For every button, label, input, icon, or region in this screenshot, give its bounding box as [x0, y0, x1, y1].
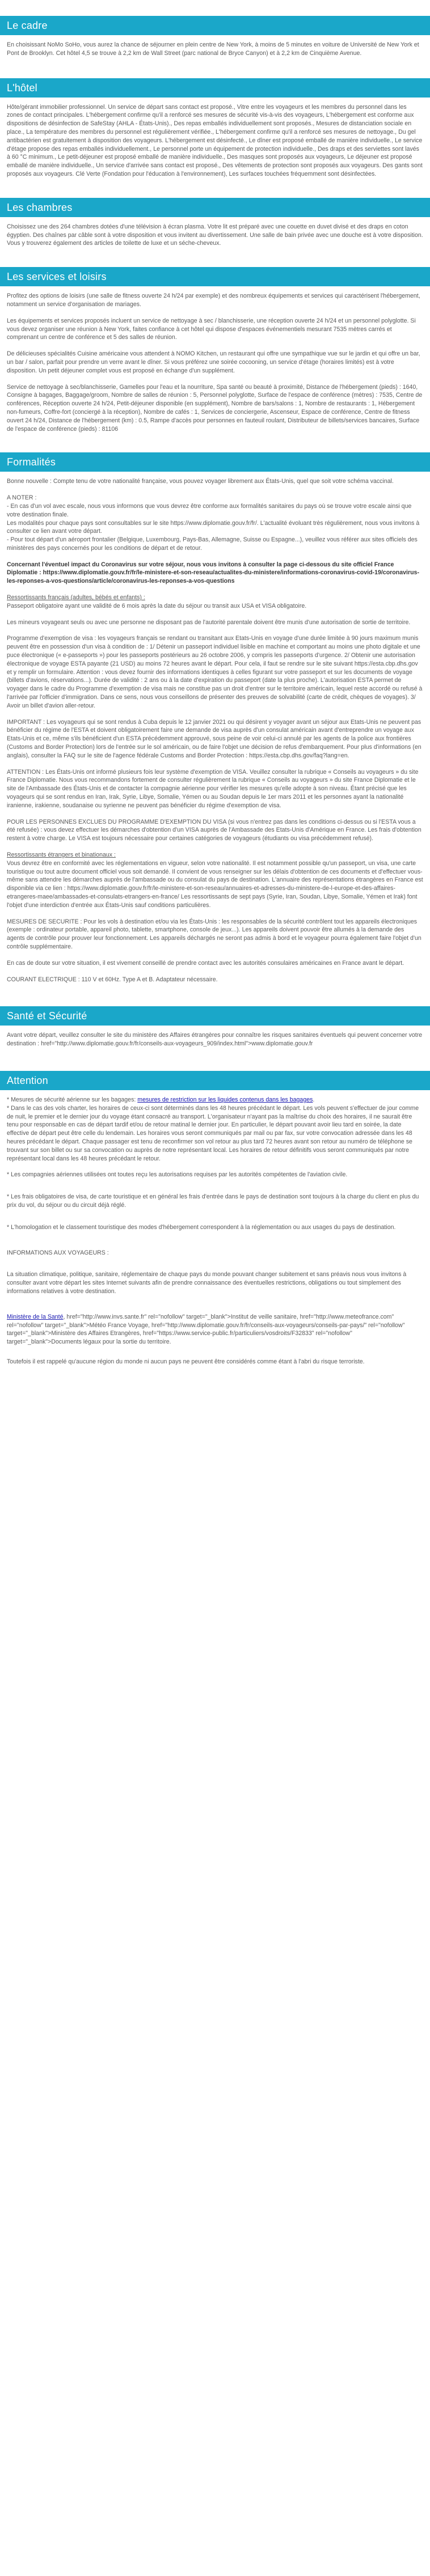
services-text-2: Les équipements et services proposés incluent un service de nettoyage à sec / blanchisserie, une réception ouverte 24 h/24 et un personnel polyglotte. Si vous devez organiser une réunion à New York, faites confiance à cet hôtel qui dispose d'espaces événementiels mesurant 7535 mètres carrés et comprenant un centre de conférence et 5 des salles de réunion. — [7, 317, 416, 341]
section-attention — [0, 1090, 430, 1366]
section-chambres — [0, 217, 430, 248]
important-text: IMPORTANT : Les voyageurs qui se sont rendus à Cuba depuis le 12 janvier 2021 ou qui désirent y voyager avant un séjour aux Etats-Unis ne peuvent pas bénéficier du régime de l'ESTA et doivent obligatoirement faire une demande de visa auprès d'un consulat américain avant d'entreprendre un voyage aux Etats-Unis et ce, même s'ils bénéficient d'un ESTA précédemment approuvé, sous peine de voir celui-ci annulé par les agents de la police aux frontières (Customs and Border Protection) lors de l'entrée sur le sol américain, ou de faire l'objet une décision de refus d'embarquement. Pour plus d'informations (en anglais), consulter la FAQ sur le site de l'agence fédérale Customs and Border Protection : https://esta.cbp.dhs.gov/faq?lang=en. — [7, 718, 421, 759]
french-nationals-title: Ressortissants français (adultes, bébés et enfants) : — [7, 594, 145, 601]
cadre-text: En choisissant NoMo SoHo, vous aurez la chance de séjourner en plein centre de New York, à moins de 5 minutes en voiture de Université de New York et Pont de Brooklyn. Cet hôtel 4,5 se trouve à 2,2 km de Wall Street (parc national de Bryce Canyon) et à 2,2 km de Cinquième Avenue. — [7, 41, 419, 57]
french-nationals — [7, 594, 423, 611]
attention-item-5: * L'homologation et le classement touristique des modes d'hébergement correspondent à la réglementation ou aux usages du pays de destination. — [7, 1223, 396, 1231]
minors-text: Les mineurs voyageant seuls ou avec une personne ne disposant pas de l'autorité parentale doivent être munis d'une autorisation de sortie de territoire. — [7, 618, 411, 626]
ministry-health-link[interactable]: Ministère de la Santé — [7, 1313, 64, 1320]
attention-item-1 — [7, 1096, 423, 1104]
section-sante — [0, 1026, 430, 1048]
note-3: - Pour tout départ d'un aéroport frontalier (Belgique, Luxembourg, Pays-Bas, Allemagne, Suisse ou Espagne...), veuillez vous référer aux sites officiels des ministères des pays concernés pour les conditions de départ et de retour. — [7, 536, 418, 552]
attention-item-3: * Les compagnies aériennes utilisées ont toutes reçu les autorisations requises par les autorités compétentes de l'aviation civile. — [7, 1171, 348, 1179]
section-formalites — [0, 472, 430, 984]
section-services — [0, 286, 430, 433]
liquids-restriction-link[interactable]: mesures de restriction sur les liquides contenus dans les bagages — [137, 1096, 313, 1103]
section-cadre — [0, 35, 430, 58]
services-text-1: Profitez des options de loisirs (une salle de fitness ouverte 24 h/24 par exemple) et des nombreux équipements et services qui caractérisent l'hébergement, notamment un service d'organisation de mariages. — [7, 293, 420, 308]
services-text-3: De délicieuses spécialités Cuisine américaine vous attendent à NOMO Kitchen, un restaurant qui offre une sympathique vue sur le jardin et qui offre un bar, un bar / salon, parfait pour prendre un verre avant le dîner. Si vous préférez une soirée cocooning, un service d'étage (horaires limités) est à votre disposition. Un petit déjeuner complet vous est proposé en échange d'un supplément. — [7, 350, 420, 374]
section-title-services: Les services et loisirs — [0, 267, 430, 286]
doubt-text: En cas de doute sur votre situation, il est vivement conseillé de prendre contact avec les autorités consulaires américaines en France avant le départ. — [7, 959, 404, 967]
foreign-nationals — [7, 851, 423, 910]
note-2: Les modalités pour chaque pays sont consultables sur le site https://www.diplomatie.gouv.fr/fr/. L'actualité évoluant très régulièrement, nous vous invitons à consulter ce lien avant votre départ. — [7, 519, 420, 535]
attention-item-2: * Dans le cas des vols charter, les horaires de ceux-ci sont déterminés dans les 48 heures précédant le départ. Les vols peuvent s'effectuer de jour comme de nuit, le premier et le dernier jour du voyage étant consacré au transport. L'organisateur n'ayant pas la maîtrise du choix des horaires, il ne saurait être tenu pour responsable en cas de départ tardif et/ou de retour matinal le dernier jour. En particulier, le départ pouvant avoir lieu tard en soirée, la date effective de départ peut être celle du lendemain. Les horaires vous seront communiqués par mail ou par fax, sur votre convocation adressée dans les 48 heures précédant le départ. Chaque passager est tenu de reconfirmer son vol retour au plus tard 72 heures avant son retour au numéro de téléphone se trouvant sur son billet ou sur sa convocation ou auprès de notre représentant local. Les horaires de retour définitifs vous seront communiqués par notre représentant local dans les 48 heures précédant le retour. — [7, 1104, 419, 1162]
foreign-nationals-body: Vous devrez être en conformité avec les réglementations en vigueur, selon votre nationalité. Il est notamment possible qu'un passeport, un visa, une carte touristique ou tout autre document officiel vous soit demandé. Il convient de vous renseigner sur les délais d'obtention de ces documents et d'effectuer vous-même sans attendre les démarches auprès de l'ambassade ou du consulat du pays de destination. L'annuaire des représentations étrangères en France est disponible via ce lien : https://www.diplomatie.gouv.fr/fr/le-ministere-et-son-reseau/annuaires-et-adresses-du-ministere-de-l-europe-et-des-affaires-etrangeres-maee/ambassades-et-consulats-etrangers-en-france/ Les ressortissants de sept pays (Syrie, Iran, Soudan, Libye, Somalie, Yémen et Irak) font l'objet d'une interdiction d'entrée aux États-Unis sauf conditions particulières. — [7, 859, 423, 909]
formalites-intro: Bonne nouvelle : Compte tenu de votre nationalité française, vous pouvez voyager librement aux États-Unis, quel que soit votre schéma vaccinal. — [7, 478, 394, 485]
foreign-nationals-title: Ressortissants étrangers et binationaux : — [7, 851, 116, 858]
useful-links-rest: , href="http://www.invs.sante.fr" rel="nofollow" target="_blank">Institut de veille sanitaire, href="http://www.meteofrance.com" rel="nofollow" target="_blank">Météo France Voyage, href="http://www.diplomatie.gouv.fr/fr/conseils-aux-voyageurs/conseils-par-pays/" rel="nofollow" target="_blank">Ministère des Affaires Etrangères, href="https://www.service-public.fr/particuliers/vosdroits/F32833" rel="nofollow" target="_blank">Documents légaux pour la sortie du territoire. — [7, 1313, 405, 1346]
useful-links — [7, 1313, 423, 1346]
note-1: - En cas d'un vol avec escale, nous vous informons que vous devrez être conforme aux formalités sanitaires du pays où se trouve votre escale ainsi que votre destination finale. — [7, 502, 412, 518]
travellers-info-title: INFORMATIONS AUX VOYAGEURS : — [7, 1249, 109, 1256]
section-title-hotel: L'hôtel — [0, 78, 430, 98]
sante-text: Avant votre départ, veuillez consulter le site du ministère des Affaires étrangères pour connaître les risques sanitaires éventuels qui peuvent concerner votre destination : href="http://www.diplomatie.gouv.fr/fr/conseils-aux-voyageurs_909/index.html">www.diplomatie.gouv.fr — [7, 1032, 423, 1048]
covid-notice: Concernant l'éventuel impact du Coronavirus sur votre séjour, nous vous invitons à consulter la page ci-dessous du site officiel France Diplomatie : https://www.diplomatie.gouv.fr/fr/le-ministere-et-son-reseau/actualites-du-ministere/informations-coronavirus-covid-19/coronavirus-les-reponses-a-vos-questions/article/coronavirus-les-reponses-a-vos-questions — [7, 561, 419, 585]
attention-text: ATTENTION : Les États-Unis ont informé plusieurs fois leur système d'exemption de VISA. Veuillez consulter la rubrique « Conseils au voyageurs » du site France Diplomatie. Nous vous recommandons fortement de consulter régulièrement la rubrique « Conseils au voyageurs » du site France Diplomatie et le site de l'Ambassade des États-Unis et de contacter la compagnie aérienne pour vérifier les mesures qu'elle adopte à son niveau. Étant précisé que les voyageurs qui se sont rendus en Iran, Irak, Syrie, Libye, Somalie, Yémen ou au Soudan depuis le 1er mars 2011 et les personnes ayant la nationalité iranienne, irakienne, soudanaise ou syrienne ne peuvent pas bénéficier du régime d'exemption de visa. — [7, 768, 419, 809]
services-text-4: Service de nettoyage à sec/blanchisserie, Gamelles pour l'eau et la nourriture, Spa santé ou beauté à proximité, Distance de l'hébergement (pieds) : 1640, Consigne à bagages, Baggage/groom, Nombre de salles de réunion : 5, Personnel polyglotte, Surface de l'espace de conférence (mètres) : 7535, Centre de conférences, Réception ouverte 24 h/24, Petit-déjeuner disponible (en supplément), Nombre de bars/salons : 1, Nombre de restaurants : 1, Hébergement non-fumeurs, Coffre-fort (conciergé à la réception), Nombre de cafés : 1, Services de conciergerie, Ascenseur, Espace de conférence, Centre de fitness ouvert 24 h/24, Distance de l'hébergement (km) : 0.5, Rampe d'accès pour personnes en fauteuil roulant, Distributeur de billets/services bancaires, Surface de l'espace de conférence (pieds) : 81106 — [7, 383, 423, 433]
attention-item-4: * Les frais obligatoires de visa, de carte touristique et en général les frais d'entrée dans le pays de destination sont toujours à la charge du client en plus du prix du vol, du séjour ou du circuit déjà réglé. — [7, 1193, 419, 1209]
section-title-attention: Attention — [0, 1071, 430, 1090]
esta-text: Programme d'exemption de visa : les voyageurs français se rendant ou transitant aux Etats-Unis en voyage d'une durée limitée à 90 jours maximum munis peuvent être en possession d'un visa à condition de : 1/ Détenir un passeport individuel lisible en machine et comportant au moins une photo digitale et une puce électronique (« e-passeports ») pour les passeports postérieurs au 26 octobre 2006, y compris les passeports d'urgence. 2/ Obtenir une autorisation électronique de voyage ESTA payante (21 USD) au moins 72 heures avant le départ. Pour cela, il faut se rendre sur le site suivant https://esta.cbp.dhs.gov et y remplir un formulaire. Attention : vous devez fournir des informations identiques à celles figurant sur votre passeport et sur les documents de voyage (billets d'avions, réservations...). Durée de validité : 2 ans ou à la date d'expiration du passeport (date la plus proche). L'autorisation ESTA permet de voyager dans le cadre du Programme d'exemption de visa mais ne constitue pas un droit d'entrer sur le territoire américain, lequel reste accordé ou refusé à l'arrivée par l'officier d'immigration. Dans ce sens, nous vous conseillons de présenter des preuves de solvabilité (carte de crédit, chèques de voyages). 3/ Avoir un billet d'avion aller-retour. — [7, 635, 423, 709]
attention-item-1-text: * Mesures de sécurité aérienne sur les bagages: — [7, 1096, 138, 1103]
french-nationals-body: Passeport obligatoire ayant une validité de 6 mois après la date du séjour ou transit aux USA et VISA obligatoire. — [7, 602, 307, 609]
section-hotel — [0, 98, 430, 179]
security-measures: MESURES DE SECURITE : Pour les vols à destination et/ou via les États-Unis : les responsables de la sécurité contrôlent tout les appareils électroniques (exemple : ordinateur portable, appareil photo, tablette, smartphone, console de jeux...). Les appareils doivent pouvoir être allumés à la demande des agents de contrôle pour prouver leur fonctionnement. Les appareils déchargés ne seront pas admis à bord et le voyageur pourra également faire l'objet d'un contrôle supplémentaire. — [7, 918, 421, 950]
chambres-text: Choisissez une des 264 chambres dotées d'une télévision à écran plasma. Votre lit est préparé avec une couette en duvet divisé et des draps en coton égyptien. Des chaînes par câble sont à votre disposition et vous invitent au divertissement. Une salle de bain privée avec une douche est à votre disposition. Vous y trouverez également des articles de toilette de luxe et un séche-cheveux. — [7, 223, 423, 247]
section-title-formalites: Formalités — [0, 452, 430, 472]
terrorism-note: Toutefois il est rappelé qu'aucune région du monde ni aucun pays ne peuvent être considérés comme étant à l'abri du risque terroriste. — [7, 1358, 365, 1365]
travellers-info-body: La situation climatique, politique, sanitaire, réglementaire de chaque pays du monde pouvant changer subitement et sans préavis nous vous invitons à consulter avant votre départ les sites Internet suivants afin de prendre connaissance des éventuelles restrictions, obligations ou tout simplement des informations relatives à votre destination. — [7, 1271, 407, 1295]
formalites-note — [7, 494, 423, 553]
section-title-sante: Santé et Sécurité — [0, 1006, 430, 1026]
hotel-text: Hôte/gérant immobilier professionnel. Un service de départ sans contact est proposé., Vitre entre les voyageurs et les membres du personnel dans les zones de contact principales. L'hébergement confirme qu'il a renforcé ses mesures de sécurité vis-à-vis des voyageurs, L'hébergement est conforme aux dispositions de désinfection de SafeStay (AHLA - États-Unis)., Des repas emballés individuellement sont proposés., Mesures de distanciation sociale en place., La température des membres du personnel est régulièrement vérifiée., L'hébergement confirme qu'il a renforcé ses mesures de nettoyage., Du gel antibactérien est gratuitement à disposition des voyageurs. L'hébergement est désinfecté., Le dîner est proposé emballé de manière individuelle., Le service d'étage propose des repas emballés individuellement., Le personnel porte un équipement de protection individuelle., Des draps et des serviettes sont lavés à 60 °C minimum., Le petit-déjeuner est proposé emballé de manière individuelle., Des masques sont proposés aux voyageurs, Le déjeuner est proposé emballé de manière individuelle., Un service d'arrivée sans contact est proposé., Des vêtements de protection sont proposés aux voyageurs. Des gants sont proposés aux voyageurs. Clé Verte (Fondation pour l'éducation à l'environnement), Les surfaces touchées fréquemment sont désinfectées. — [7, 103, 423, 177]
section-title-cadre: Le cadre — [0, 16, 430, 35]
electric-current: COURANT ELECTRIQUE : 110 V et 60Hz. Type A et B. Adaptateur nécessaire. — [7, 976, 218, 983]
section-title-chambres: Les chambres — [0, 198, 430, 217]
attention-item-1-end: . — [313, 1096, 315, 1103]
note-title: A NOTER : — [7, 494, 37, 502]
other-nationalities-text: POUR LES PERSONNES EXCLUES DU PROGRAMME D'EXEMPTION DU VISA (si vous n'entrez pas dans les conditions ci-dessus ou si l'ESTA vous a été refusée) : vous devez effectuer les démarches d'obtention d'un VISA auprès de l'Ambassade des Etats-Unis d'Amérique en France. Les frais d'obtention restent à votre charge. Le VISA est toujours nécessaire pour certaines catégories de voyageurs (étudiants ou visa précédemment refusé). — [7, 818, 421, 842]
